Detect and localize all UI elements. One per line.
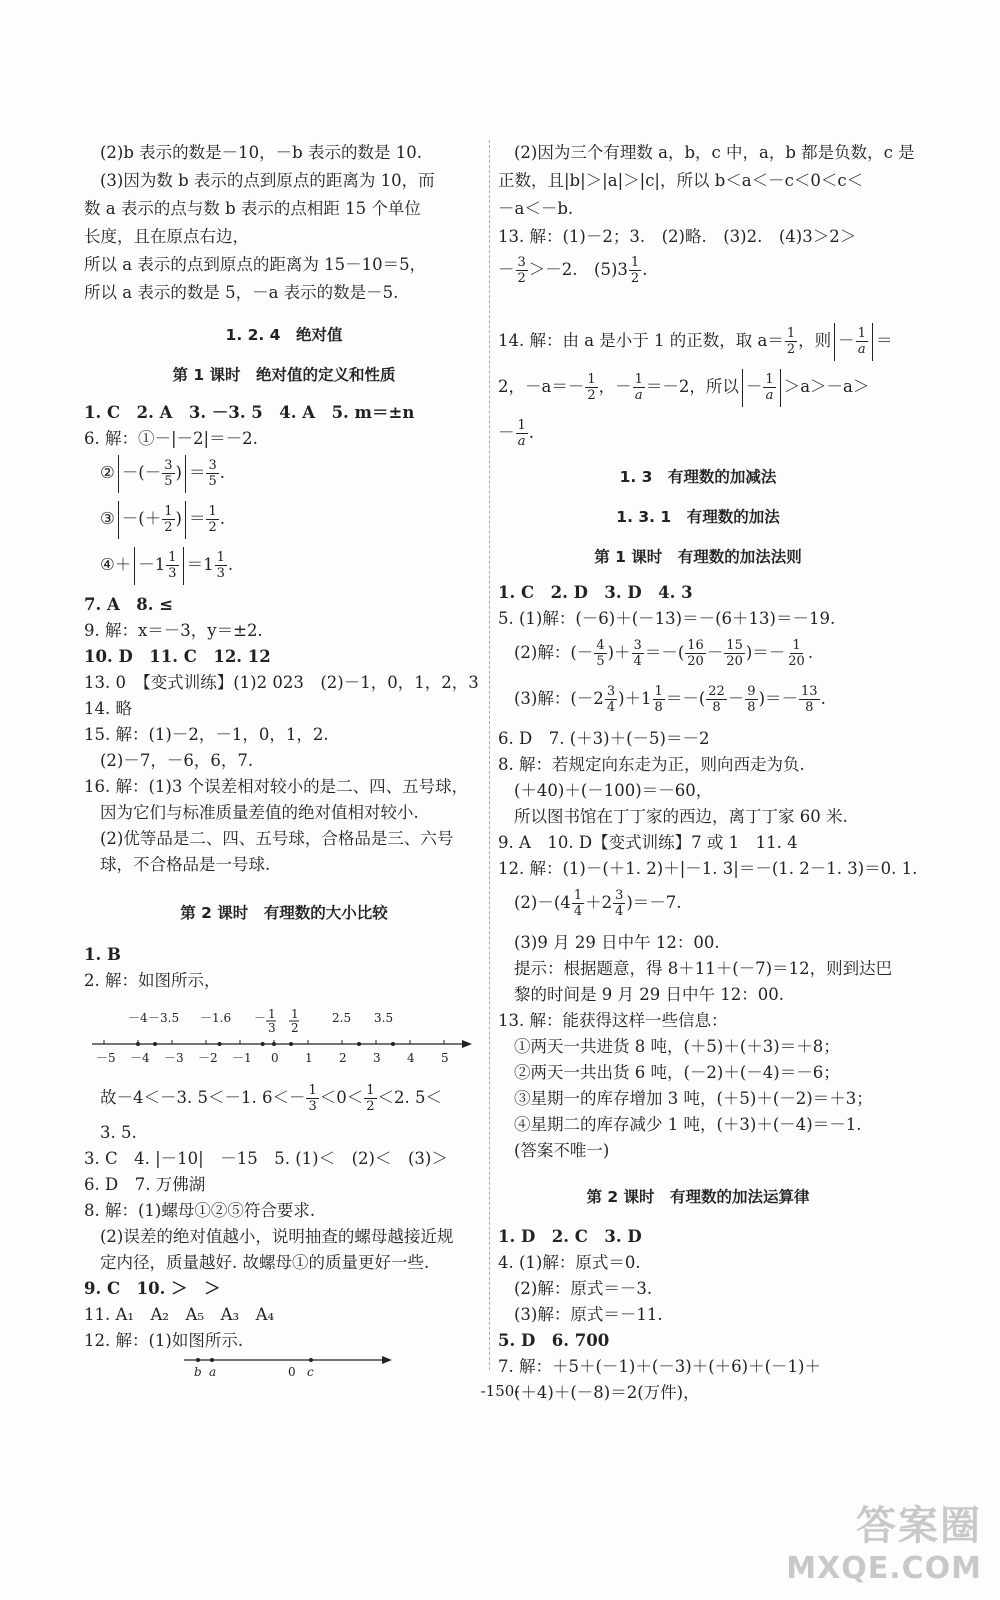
numerator: 16 [687, 638, 704, 653]
nl-tick-label: 3 [373, 1051, 381, 1065]
nl-frac-num: 1 [291, 1007, 299, 1021]
nl-frac-num: 1 [268, 1007, 276, 1021]
fraction [605, 684, 617, 715]
answer-line: 球，不合格品是一号球. [100, 855, 271, 874]
text: (2)－(4 [514, 893, 571, 912]
text: － [745, 377, 763, 396]
watermark-line: MXQE.COM [786, 1551, 982, 1586]
math-line [498, 320, 892, 362]
answer-line: (3)解：原式＝－11. [514, 1305, 663, 1324]
text: ＝－( [665, 689, 706, 708]
answer-line: 3. C 4. |－10| －15 5. (1)＜ (2)＜ (3)＞ [84, 1149, 448, 1168]
text: ＝ [188, 463, 206, 482]
numerator: 1 [208, 504, 217, 519]
answer-line: 1. C 2. D 3. D 4. 3 [498, 583, 693, 602]
fraction [633, 372, 645, 403]
fraction [785, 326, 797, 357]
answer-line: (2)－7，－6，6，7. [100, 751, 254, 770]
answer-line: 1. B [84, 945, 121, 964]
text: 2，－a＝－ [498, 377, 585, 396]
numerator: 1 [216, 550, 225, 565]
watermark-logo [786, 1494, 982, 1586]
answer-line: ①两天一共进货 8 吨，(＋5)＋(＋3)＝＋8； [514, 1037, 840, 1056]
answer-line: 13. 解：能获得这样一些信息： [498, 1011, 728, 1030]
fraction [162, 504, 174, 535]
fraction [306, 1083, 318, 1114]
nl-tick-label: 4 [407, 1051, 415, 1065]
numerator: 15 [726, 638, 743, 653]
fraction [215, 550, 227, 581]
denominator: 4 [615, 904, 624, 919]
text: )＝－ [758, 689, 799, 708]
text: ＋2 [585, 893, 613, 912]
fraction [162, 458, 174, 489]
numerator: 3 [615, 888, 624, 903]
denominator: 20 [726, 654, 743, 669]
fraction [613, 888, 625, 919]
math-line: － $\frac{3}{2}$ ＞－2. (5)3 $\frac{1}{2}$ . [498, 255, 648, 286]
answer-line: 4. (1)解：原式＝0. [498, 1253, 641, 1272]
lesson-heading: 第 1 课时 绝对值的定义和性质 [172, 366, 396, 384]
text: － [498, 260, 515, 279]
numerator: 1 [792, 638, 801, 653]
text: )＝－ [745, 643, 786, 662]
nl2-label: 0 [288, 1365, 296, 1379]
fraction [516, 418, 528, 449]
number-line [84, 996, 484, 1070]
fraction [516, 255, 528, 286]
denominator: 8 [805, 700, 814, 715]
fraction [572, 888, 584, 919]
numerator: 1 [308, 1083, 317, 1098]
answer-line: (答案不唯一) [514, 1141, 610, 1160]
denominator: 3 [216, 566, 225, 581]
nl-point [218, 1042, 222, 1046]
nl-point [153, 1042, 157, 1046]
math-line [100, 1078, 442, 1118]
numerator: 1 [765, 372, 774, 387]
fraction [364, 1083, 376, 1114]
nl-point [272, 1042, 276, 1046]
text: ② [100, 463, 115, 482]
denominator: 2 [366, 1099, 375, 1114]
fraction [856, 326, 868, 357]
answer-line: 1. C 2. A 3. －3. 5 4. A 5. m＝±n [84, 403, 415, 422]
text: ＜2. 5＜ [377, 1088, 443, 1107]
text: ) [175, 463, 182, 482]
nl2-label: a [209, 1365, 217, 1379]
numerator: 1 [517, 418, 526, 433]
numerator: 1 [164, 504, 173, 519]
nl-label: － [254, 1011, 267, 1025]
answer-line: 黎的时间是 9 月 29 日中午 12：00. [514, 985, 784, 1004]
fraction [585, 372, 597, 403]
denominator: 5 [596, 654, 605, 669]
denominator: 8 [747, 700, 756, 715]
denominator: a [517, 434, 526, 449]
answer-line: 9. C 10. ＞ ＞ [84, 1279, 221, 1298]
nl-point [391, 1042, 395, 1046]
fraction [706, 684, 727, 715]
fraction [724, 638, 745, 669]
text: － [838, 331, 855, 350]
answer-line: 15. 解：(1)－2，－1，0，1，2. [84, 725, 329, 744]
denominator: 3 [168, 566, 177, 581]
answer-line: 因为它们与标准质量差值的绝对值相对较小. [100, 803, 419, 822]
denominator: a [634, 388, 643, 403]
answer-line: (3)9 月 29 日中午 12：00. [514, 933, 720, 952]
nl-label: －1.6 [200, 1011, 232, 1025]
answer-line: 5. (1)解：(－6)＋(－13)＝－(6＋13)＝－19. [498, 609, 836, 628]
numerator: 1 [634, 372, 643, 387]
answer-line: 8. 解：(1)螺母①②⑤符合要求. [84, 1201, 316, 1220]
text: . [807, 643, 814, 662]
text: ＝－2，所以 [645, 377, 739, 396]
nl-point [136, 1042, 140, 1046]
numerator: 1 [168, 550, 177, 565]
text: ＜0＜ [319, 1088, 364, 1107]
denominator: 5 [164, 474, 173, 489]
math-line: － $\frac{1}{a}$ . [498, 418, 535, 449]
text-line: 所以 a 表示的点到原点的距离为 15－10＝5， [84, 255, 427, 274]
text: )＋1 [618, 689, 652, 708]
text-line: (2)因为三个有理数 a，b，c 中，a，b 都是负数，c 是 [514, 143, 915, 162]
text: ＝1 [186, 555, 214, 574]
numerator: 1 [587, 372, 596, 387]
answer-line: 12. 解：(1)如图所示. [84, 1331, 244, 1350]
nl-point [357, 1042, 361, 1046]
numerator: 3 [517, 255, 526, 270]
answer-line: 2. 解：如图所示， [84, 971, 221, 990]
fraction [786, 638, 807, 669]
denominator: 20 [687, 654, 704, 669]
answer-line: ②两天一共出货 6 吨，(－2)＋(－4)＝－6； [514, 1063, 840, 1082]
denominator: 3 [308, 1099, 317, 1114]
numerator: 1 [630, 255, 640, 270]
answer-line: 8. 解：若规定向东走为正，则向西走为负. [498, 755, 805, 774]
denominator: 8 [712, 700, 721, 715]
lesson-heading: 第 2 课时 有理数的大小比较 [180, 904, 388, 922]
answer-line: 16. 解：(1)3 个误差相对较小的是二、四、五号球， [84, 777, 469, 796]
nl-tick-label: －5 [96, 1051, 116, 1065]
text: (3)解：(－2 [514, 689, 604, 708]
answer-line: 5. D 6. 700 [498, 1331, 610, 1350]
fraction [206, 504, 218, 535]
lesson-heading: 第 2 课时 有理数的加法运算律 [586, 1188, 810, 1206]
section-heading: 1. 3. 1 有理数的加法 [616, 508, 780, 526]
fraction [745, 684, 757, 715]
nl2-label: b [194, 1365, 202, 1379]
fraction [629, 255, 641, 286]
answer-line: (2)解：原式＝－3. [514, 1279, 653, 1298]
text: － [706, 643, 724, 662]
answer-line: 11. A₁ A₂ A₅ A₃ A₄ [84, 1305, 275, 1324]
denominator: 2 [517, 271, 526, 286]
answer-line: 6. 解：①－|－2|＝－2. [84, 429, 258, 448]
nl-tick-label: 2 [339, 1051, 347, 1065]
text-line: (3)因为数 b 表示的点到原点的距离为 10，而 [100, 171, 435, 190]
math-line [100, 498, 225, 540]
text: 故－4＜－3. 5＜－1. 6＜－ [100, 1088, 306, 1107]
text: . [820, 689, 826, 708]
answer-line: 10. D 11. C 12. 12 [84, 647, 271, 666]
answer-line: 定内径，质量越好. 故螺母①的质量更好一些. [100, 1253, 430, 1272]
text: ＞a＞－a＞ [783, 377, 870, 396]
text-line: －a＜－b. [498, 199, 574, 218]
denominator: 20 [788, 654, 805, 669]
text: － [121, 463, 139, 482]
denominator: 2 [587, 388, 596, 403]
nl-frac-den: 3 [268, 1021, 276, 1035]
answer-line: (＋40)＋(－100)＝－60， [514, 781, 713, 800]
numerator: 22 [708, 684, 725, 699]
fraction [166, 550, 178, 581]
nl-tick-label: 5 [441, 1051, 449, 1065]
math-line [514, 632, 813, 674]
nl-tick-label: －1 [232, 1051, 252, 1065]
text: )＝－7. [626, 893, 682, 912]
text: ) [175, 509, 182, 528]
text: － [727, 689, 745, 708]
nl-tick-label: 0 [271, 1051, 279, 1065]
math-line [498, 366, 869, 408]
text: )＋ [607, 643, 631, 662]
answer-line: ④星期二的库存减少 1 吨，(＋3)＋(－4)＝－1. [514, 1115, 862, 1134]
text: ，则 [798, 331, 832, 350]
denominator: 5 [208, 474, 217, 489]
answer-line: 3. 5. [100, 1123, 137, 1142]
nl-label: 3.5 [374, 1011, 394, 1025]
answer-line: 9. A 10. D【变式训练】7 或 1 11. 4 [498, 833, 798, 852]
column-divider [489, 140, 490, 1370]
denominator: 2 [164, 520, 173, 535]
answer-line: 7. A 8. ≤ [84, 595, 174, 614]
text: ＝ [188, 509, 206, 528]
answer-line: (2)误差的绝对值越小，说明抽查的螺母越接近规 [100, 1227, 454, 1246]
nl-tick-label: －2 [198, 1051, 218, 1065]
section-heading: 1. 3 有理数的加减法 [619, 468, 777, 486]
answer-line: 14. 略 [84, 699, 132, 718]
nl-frac-den: 2 [291, 1021, 299, 1035]
text: ，－ [598, 377, 632, 396]
text: . [227, 555, 234, 574]
math-line [514, 882, 682, 924]
numerator: 1 [573, 888, 583, 903]
numerator: 1 [654, 684, 663, 699]
answer-line: 1. D 2. C 3. D [498, 1227, 642, 1246]
text: ③ [100, 509, 115, 528]
numerator: 9 [747, 684, 756, 699]
text: (2)解：(－ [514, 643, 594, 662]
text: (＋ [138, 509, 162, 528]
numerator: 3 [633, 638, 642, 653]
number-line-abc [84, 1350, 484, 1380]
numerator: 3 [208, 458, 217, 473]
nl-tick-label: 1 [305, 1051, 313, 1065]
nl-tick-label: －3 [164, 1051, 184, 1065]
numerator: 3 [164, 458, 173, 473]
answer-line: (2)优等品是二、四、五号球，合格品是三、六号 [100, 829, 454, 848]
denominator: 4 [633, 654, 642, 669]
answer-line: 7. 解：＋5＋(－1)＋(－3)＋(＋6)＋(－1)＋ [498, 1357, 821, 1376]
nl2-label: c [307, 1365, 314, 1379]
text: (－ [138, 463, 162, 482]
denominator: 2 [786, 342, 796, 357]
section-heading: 1. 2. 4 绝对值 [225, 326, 343, 344]
text: － [498, 423, 515, 442]
answer-line: 6. D 7. 万佛湖 [84, 1175, 206, 1194]
text-line: 所以 a 表示的数是 5，－a 表示的数是－5. [84, 283, 399, 302]
nl-tick-label: －4 [130, 1051, 150, 1065]
page-number: -150- [480, 1382, 520, 1400]
text: －1 [138, 555, 166, 574]
fraction [594, 638, 606, 669]
answer-line: 所以图书馆在丁丁家的西边，离丁丁家 60 米. [514, 807, 848, 826]
nl-label: 2.5 [332, 1011, 352, 1025]
answer-line: 12. 解：(1)－(＋1. 2)＋|－1. 3|＝－(1. 2－1. 3)＝0. 1. [498, 859, 918, 878]
answer-line: (＋4)＋(－8)＝2(万件)， [514, 1383, 700, 1402]
denominator: 4 [606, 700, 616, 715]
answer-line: 提示：根据题意，得 8＋11＋(－7)＝12，则到达巴 [514, 959, 893, 978]
fraction [763, 372, 775, 403]
fraction [206, 458, 218, 489]
answer-line: 13. 解：(1)－2；3. (2)略. (3)2. (4)3＞2＞ [498, 227, 857, 246]
answer-line: ③星期一的库存增加 3 吨，(＋5)＋(－2)＝＋3； [514, 1089, 873, 1108]
numerator: 1 [786, 326, 796, 341]
fraction [799, 684, 820, 715]
answer-line: 6. D 7. (＋3)＋(－5)＝－2 [498, 729, 710, 748]
text-line: 长度，且在原点右边， [84, 227, 249, 246]
fraction [685, 638, 706, 669]
fraction [632, 638, 644, 669]
denominator: 8 [654, 700, 663, 715]
text: ＝ [875, 331, 893, 350]
numerator: 3 [606, 684, 616, 699]
text: ＝－( [644, 643, 685, 662]
text: ④＋ [100, 555, 132, 574]
watermark-line: 答案圈 [856, 1503, 982, 1549]
answer-line: 13. 0 【变式训练】(1)2 023 (2)－1，0，1，2，3 [84, 673, 479, 692]
math-line [514, 678, 826, 720]
numerator: 13 [801, 684, 818, 699]
denominator: a [765, 388, 774, 403]
denominator: 2 [630, 271, 640, 286]
math-line [100, 544, 233, 586]
denominator: 2 [208, 520, 217, 535]
numerator: 1 [857, 326, 866, 341]
text: . [219, 463, 225, 482]
answer-line: 9. 解：x＝－3，y＝±2. [84, 621, 263, 640]
denominator: a [857, 342, 866, 357]
numerator: 4 [596, 638, 605, 653]
nl-point [261, 1042, 265, 1046]
nl-point [289, 1042, 293, 1046]
nl-label: －3.5 [148, 1011, 180, 1025]
text: 14. 解：由 a 是小于 1 的正数，取 a＝ [498, 331, 784, 350]
text-line: 正数，且|b|＞|a|＞|c|，所以 b＜a＜－c＜0＜c＜ [498, 171, 864, 190]
denominator: 4 [573, 904, 583, 919]
numerator: 1 [366, 1083, 375, 1098]
text: . [219, 509, 225, 528]
text: ＞－2. (5)3 [528, 260, 628, 279]
text-line: 数 a 表示的点与数 b 表示的点相距 15 个单位 [84, 199, 421, 218]
nl-label: －4 [128, 1011, 148, 1025]
text: － [121, 509, 139, 528]
fraction [653, 684, 665, 715]
lesson-heading: 第 1 课时 有理数的加法法则 [594, 548, 802, 566]
text-line: (2)b 表示的数是－10，－b 表示的数是 10. [100, 143, 422, 162]
math-line [100, 452, 225, 494]
